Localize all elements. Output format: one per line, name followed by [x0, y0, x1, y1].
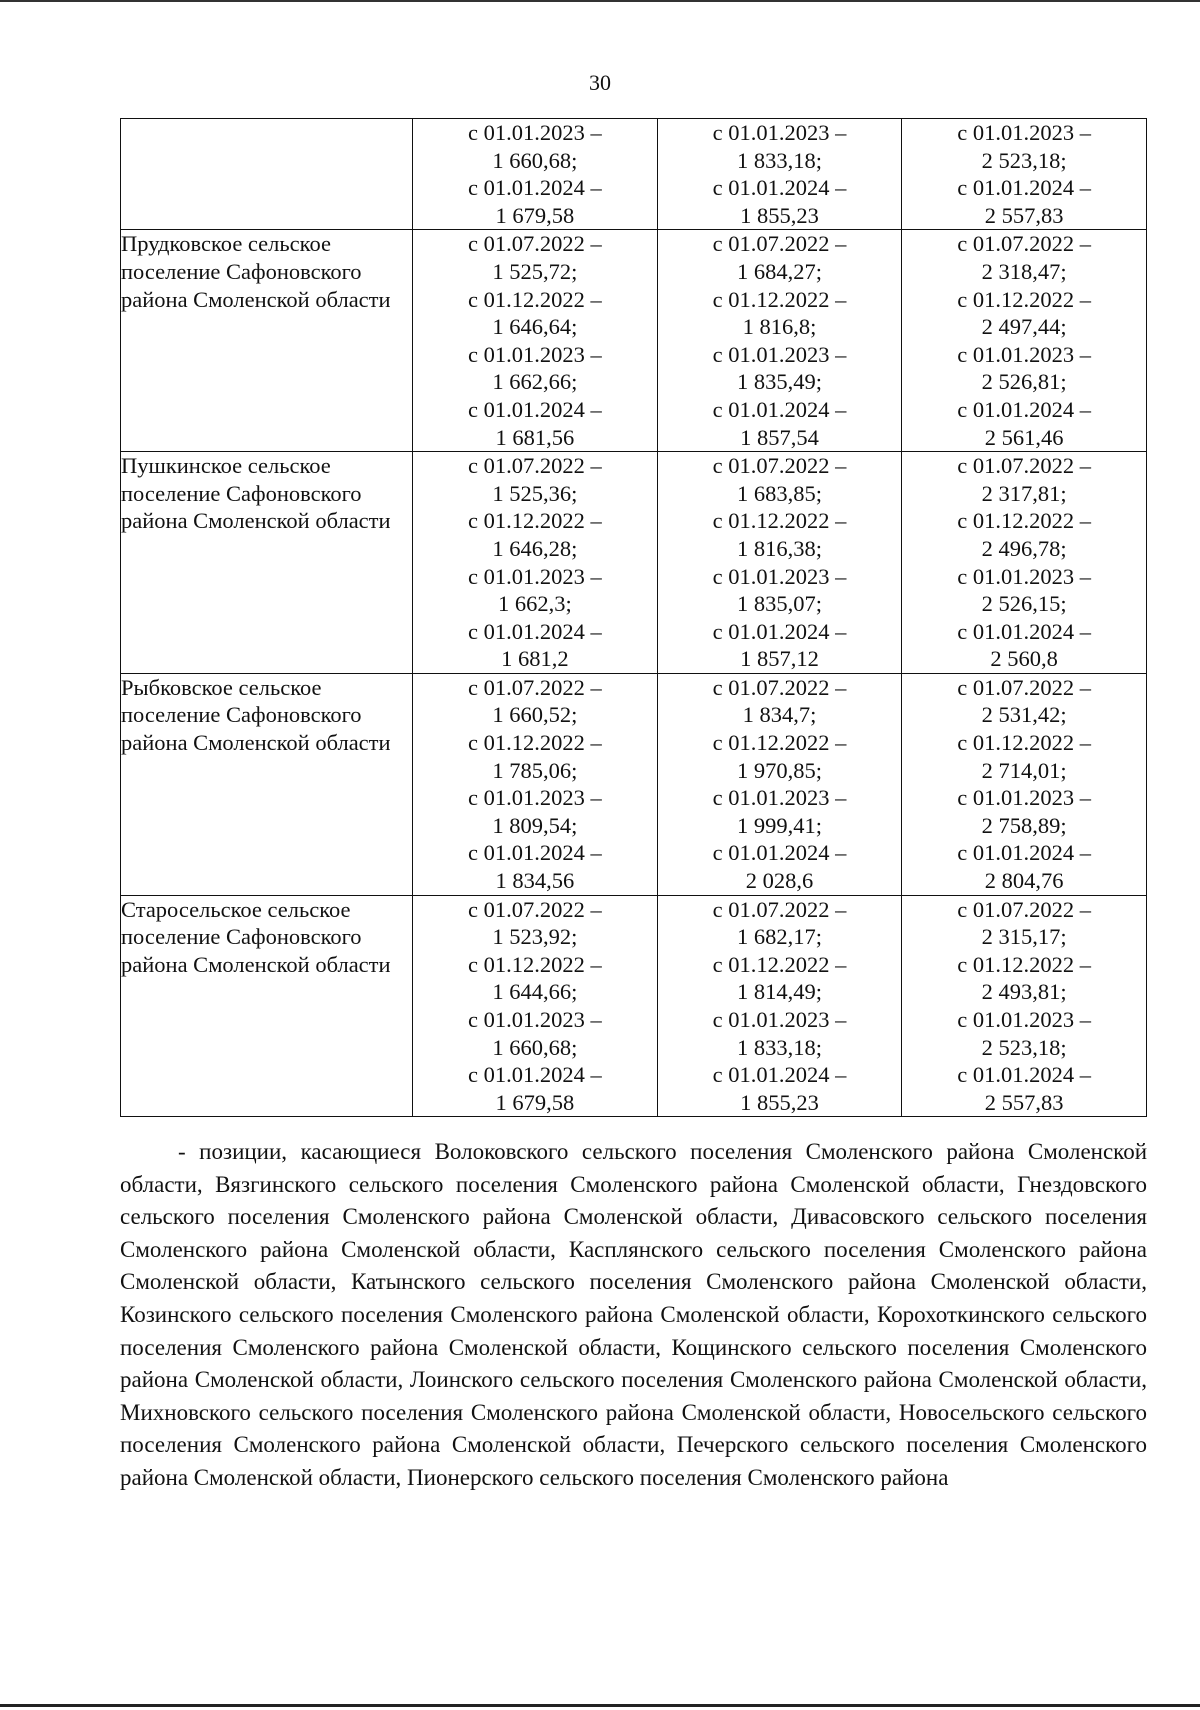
- tariff-line: 1 833,18;: [736, 1034, 822, 1060]
- tariff-line: с 01.01.2024 –: [712, 396, 847, 422]
- tariff-line: 2 496,78;: [981, 535, 1067, 561]
- tariff-line: 1 660,52;: [492, 702, 578, 728]
- tariff-line: с 01.01.2024 –: [957, 1062, 1092, 1088]
- tariff-table: [120, 118, 1147, 1117]
- tariff-line: 2 526,15;: [981, 591, 1067, 617]
- tariff-line: с 01.12.2022 –: [712, 730, 847, 756]
- tariff-line: с 01.01.2023 –: [467, 1007, 602, 1032]
- tariff-line: с 01.12.2022 –: [467, 951, 602, 977]
- tariff-line: с 01.12.2022 –: [957, 730, 1092, 756]
- body-paragraph: - позиции, касающиеся Волоковского сельского поселения Смоленского района Смоленской области, Вязгинского сельского поселения Смоленского района Смоленской области, Гнездовского сельского поселения Смоленского района Смоленской области, Дивасовского сельского поселения Смоленского района Смоленской области, Касплянского сельского поселения Смоленского района Смоленской области, Катынского сельского поселения Смоленского района Смоленской области, Козинского сельского поселения Смоленского района Смоленской области, Корохоткинского сельского поселения Смоленского района Смоленской области, Кощинского сельского поселения Смоленского района Смоленской области, Лоинского сельского поселения Смоленского района Смоленской области, Михновского сельского поселения Смоленского района Смоленской области, Новосельского сельского поселения Смоленского района Смоленской области, Печерского сельского поселения Смоленского района Смоленской области, Пионерского сельского поселения Смоленского района: [120, 1139, 1147, 1490]
- tariff-line: с 01.07.2022 –: [712, 674, 847, 700]
- tariff-line: с 01.07.2022 –: [712, 453, 847, 479]
- tariff-line: с 01.01.2023 –: [712, 1007, 847, 1032]
- tariff-line: 1 809,54;: [492, 812, 578, 838]
- tariff-line: с 01.01.2023 –: [467, 120, 602, 145]
- settlement-name-cell: [121, 895, 413, 1117]
- tariff-cell: [413, 230, 658, 452]
- tariff-line: с 01.12.2022 –: [467, 508, 602, 534]
- tariff-line: 1 816,8;: [742, 314, 817, 340]
- tariff-line: с 01.12.2022 –: [957, 286, 1092, 312]
- tariff-line: с 01.01.2024 –: [712, 175, 847, 201]
- page-number: 30: [589, 70, 611, 95]
- tariff-line: с 01.12.2022 –: [957, 951, 1092, 977]
- tariff-line: 1 857,54: [740, 424, 819, 450]
- tariff-line: 1 525,36;: [492, 480, 578, 506]
- tariff-line: с 01.07.2022 –: [957, 231, 1092, 257]
- tariff-line: 2 561,46: [984, 424, 1064, 450]
- tariff-line: 1 833,18;: [736, 147, 822, 173]
- tariff-line: с 01.01.2024 –: [467, 175, 602, 201]
- tariff-line: с 01.01.2024 –: [957, 618, 1092, 644]
- tariff-line: 2 714,01;: [981, 757, 1067, 783]
- tariff-line: 1 684,27;: [736, 258, 822, 284]
- settlement-name-cell: [121, 673, 413, 895]
- tariff-cell: [657, 230, 902, 452]
- tariff-cell: [413, 673, 658, 895]
- tariff-line: с 01.01.2023 –: [957, 785, 1092, 811]
- tariff-line: 1 646,28;: [492, 535, 578, 561]
- tariff-line: 1 683,85;: [736, 480, 822, 506]
- tariff-line: 2 523,18;: [981, 1034, 1067, 1060]
- tariff-line: 1 660,68;: [492, 1034, 578, 1060]
- tariff-line: 2 315,17;: [981, 924, 1067, 950]
- tariff-line: с 01.01.2024 –: [467, 840, 602, 866]
- tariff-line: 1 785,06;: [492, 757, 578, 783]
- tariff-line: с 01.01.2023 –: [712, 120, 847, 145]
- tariff-line: с 01.01.2024 –: [467, 1062, 602, 1088]
- tariff-line: с 01.12.2022 –: [712, 951, 847, 977]
- tariff-line: 1 660,68;: [492, 147, 578, 173]
- tariff-line: 1 816,38;: [736, 535, 822, 561]
- tariff-line: 1 644,66;: [492, 979, 578, 1005]
- tariff-line: с 01.12.2022 –: [712, 508, 847, 534]
- tariff-line: 2 804,76: [984, 868, 1064, 894]
- tariff-cell: [657, 673, 902, 895]
- tariff-line: с 01.07.2022 –: [467, 896, 602, 922]
- tariff-line: 1 835,07;: [736, 591, 822, 617]
- tariff-line: с 01.01.2023 –: [957, 563, 1092, 589]
- tariff-line: 1 679,58: [495, 1089, 575, 1115]
- tariff-line: 1 855,23: [740, 1089, 819, 1115]
- tariff-line: 2 560,8: [990, 646, 1058, 672]
- tariff-line: 1 681,2: [501, 646, 569, 672]
- tariff-cell: [902, 895, 1147, 1117]
- tariff-line: 1 646,64;: [492, 314, 578, 340]
- settlement-name-cell: [121, 230, 413, 452]
- tariff-line: 2 557,83: [984, 1089, 1064, 1115]
- tariff-line: с 01.01.2023 –: [957, 1007, 1092, 1032]
- settlement-name-cell: [121, 119, 413, 230]
- tariff-cell: [413, 119, 658, 230]
- settlement-name: Старосельское сельское поселение Сафоновского района Смоленской области: [121, 896, 391, 977]
- tariff-line: с 01.01.2024 –: [467, 618, 602, 644]
- tariff-cell: [902, 673, 1147, 895]
- tariff-cell: [657, 119, 902, 230]
- table-row: [121, 895, 1147, 1117]
- tariff-line: 1 523,92;: [492, 924, 578, 950]
- tariff-line: с 01.07.2022 –: [467, 674, 602, 700]
- tariff-line: с 01.07.2022 –: [712, 896, 847, 922]
- tariff-cell: [413, 452, 658, 674]
- tariff-line: с 01.01.2024 –: [957, 175, 1092, 201]
- settlement-name: Прудковское сельское поселение Сафоновского района Смоленской области: [121, 231, 391, 312]
- tariff-line: 2 028,6: [745, 868, 814, 894]
- tariff-line: 2 531,42;: [981, 702, 1067, 728]
- tariff-line: с 01.01.2024 –: [712, 840, 847, 866]
- tariff-line: 2 758,89;: [981, 812, 1067, 838]
- tariff-cell: [657, 452, 902, 674]
- tariff-line: 1 814,49;: [736, 979, 822, 1005]
- settlement-name: Рыбковское сельское поселение Сафоновского района Смоленской области: [121, 674, 391, 756]
- tariff-line: 1 970,85;: [736, 757, 822, 783]
- tariff-line: с 01.01.2024 –: [957, 840, 1092, 866]
- tariff-line: с 01.07.2022 –: [467, 231, 602, 257]
- tariff-line: с 01.01.2024 –: [467, 396, 602, 422]
- tariff-line: 2 493,81;: [981, 979, 1067, 1005]
- tariff-line: с 01.12.2022 –: [467, 286, 602, 312]
- tariff-line: с 01.07.2022 –: [957, 674, 1092, 700]
- tariff-line: 1 857,12: [740, 646, 819, 672]
- tariff-line: с 01.12.2022 –: [712, 286, 847, 312]
- tariff-cell: [902, 452, 1147, 674]
- tariff-line: 1 834,56: [495, 868, 575, 894]
- tariff-cell: [902, 230, 1147, 452]
- tariff-line: 1 679,58: [495, 202, 575, 228]
- tariff-line: с 01.01.2023 –: [957, 341, 1092, 367]
- tariff-line: 2 523,18;: [981, 147, 1067, 173]
- tariff-cell: [902, 119, 1147, 230]
- tariff-line: 1 835,49;: [736, 369, 822, 395]
- tariff-line: 1 999,41;: [736, 812, 822, 838]
- tariff-line: с 01.07.2022 –: [957, 453, 1092, 479]
- tariff-cell: [657, 895, 902, 1117]
- table-row: [121, 452, 1147, 674]
- tariff-line: 1 662,3;: [497, 591, 572, 617]
- tariff-line: 2 318,47;: [981, 258, 1067, 284]
- tariff-line: с 01.12.2022 –: [957, 508, 1092, 534]
- tariff-line: с 01.07.2022 –: [712, 231, 847, 257]
- tariff-line: с 01.01.2023 –: [467, 785, 602, 811]
- tariff-cell: [413, 895, 658, 1117]
- tariff-line: 1 681,56: [495, 424, 575, 450]
- tariff-line: 1 682,17;: [736, 924, 822, 950]
- table-row: [121, 230, 1147, 452]
- tariff-line: 2 526,81;: [981, 369, 1067, 395]
- tariff-line: с 01.01.2024 –: [712, 1062, 847, 1088]
- tariff-line: с 01.01.2023 –: [467, 563, 602, 589]
- tariff-line: с 01.07.2022 –: [467, 453, 602, 479]
- settlement-name: Пушкинское сельское поселение Сафоновского района Смоленской области: [121, 453, 391, 534]
- tariff-line: 2 317,81;: [981, 480, 1067, 506]
- tariff-line: с 01.01.2023 –: [957, 120, 1092, 145]
- tariff-line: 1 525,72;: [492, 258, 578, 284]
- tariff-line: с 01.01.2024 –: [712, 618, 847, 644]
- scan-edge-top: [0, 0, 1200, 2]
- tariff-line: с 01.01.2023 –: [712, 341, 847, 367]
- table-row: [121, 673, 1147, 895]
- scan-edge-bottom: [0, 1704, 1200, 1707]
- tariff-line: с 01.01.2023 –: [467, 341, 602, 367]
- tariff-line: с 01.01.2023 –: [712, 563, 847, 589]
- settlement-name-cell: [121, 452, 413, 674]
- table-row: [121, 119, 1147, 230]
- tariff-line: 1 855,23: [740, 202, 819, 228]
- tariff-line: 1 662,66;: [492, 369, 578, 395]
- tariff-line: с 01.07.2022 –: [957, 896, 1092, 922]
- tariff-line: с 01.01.2023 –: [712, 785, 847, 811]
- tariff-line: с 01.12.2022 –: [467, 730, 602, 756]
- tariff-line: 1 834,7;: [742, 702, 817, 728]
- tariff-line: 2 557,83: [984, 202, 1064, 228]
- tariff-line: 2 497,44;: [981, 314, 1067, 340]
- tariff-line: с 01.01.2024 –: [957, 396, 1092, 422]
